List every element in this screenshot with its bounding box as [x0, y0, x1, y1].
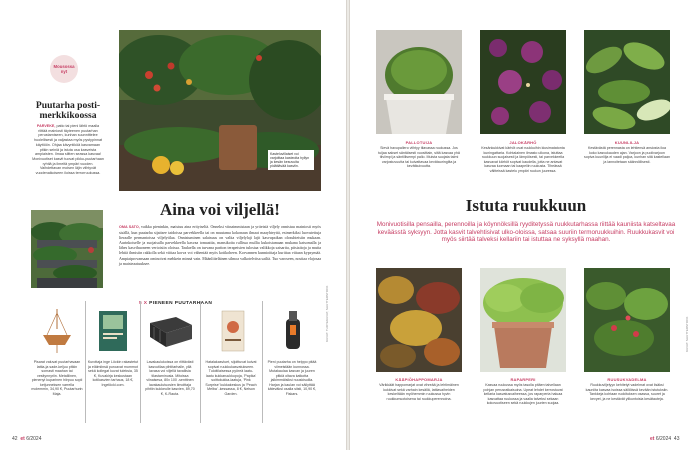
pallotuija-photo	[376, 30, 462, 134]
garden-tool-image	[270, 309, 315, 353]
rain-chain-image	[33, 309, 81, 353]
page-title-right: Istuta ruukkuun	[465, 196, 587, 215]
sidebar-body	[32, 124, 104, 176]
product-3-text: Lavakaulukoissa on riittävästi kasvutilaa pihtitarhalle, yllä lavasa voi viljellä tavallisia tilastaminusia. Mitoissa viinaisesa, 80x 100 -senttinen lavakaulutuosien ilmoittaja pihtiin kukkeulle kasvien, 89,70 €, K-Rauta.	[145, 360, 195, 396]
kaapiohappomarja-photo	[376, 268, 462, 372]
divider	[262, 301, 263, 423]
sidebar-text: patio tai pieni lähtö maalla riittää mainiosti täyteenen puutarhan perustamiseen, kunhan suunnittelee huolellisesti ja valjastaa myös pystypinnat käyttöön. Ohjaa kävyntiköä kasvamaan pitkin seiniä ja istuta osa kasveista ampiaisten. Ilmaa siitten seassa kasvaa! Monivuotiset kasvit tuovat pikku-puutarhaan ryhtiä ja ilmeitä ympäri vuoden. Vaihdettavan moisen läjin viihtyvät vuodenaikoiseen iloissa terrorruukussa.	[32, 124, 104, 176]
sidebar-title: Puutarha posti-merkkikoossa	[35, 100, 101, 121]
products-heading	[139, 301, 319, 306]
book-image	[94, 309, 132, 353]
article-body-left	[119, 224, 321, 266]
hero-caption: Kasteluvillaiset voi varjoittaa kasteoita hyllyn ja kesän kesuvuita pidättävää kasviin.	[268, 150, 314, 170]
product-2-text: Kurottaja inge Löckin rakastetut ja eläimiinsä puroavat mummot sekä kollegat kuvat tuleksia, 35 €, Kuvakirja keskustaan kotikasvien tarhaus, 18 €, Ingelöcki.com.	[87, 360, 139, 387]
right-page	[350, 0, 696, 450]
left-page	[0, 0, 346, 450]
divider	[85, 301, 86, 423]
product-4-text: Hatalakasvluet, sijoittuvat kuivat sopivat ruukkukasvatukseen. Tuloitilaisessa pyöreä laatu-laatu kukkaruukkupoja, 'Papika' soittokukka-laatuja, 'Pink Surprise' kukkakeskus ja 'Peach Melba' -kessassa, 8 €, Nelson Garden.	[205, 360, 257, 396]
body-lead: OMA SATO,	[119, 225, 140, 229]
caption-pallotuija: PALLOTUIJA Sievä havupallero viihtyy tilavassa ruukussa. Jos tuijaa sakset säntäisesti vuosittain, siitä kasvaa yhä tiiviimpi ja säntillisempi pallo. Muista suojata talmi varjostuvuutta tai kuivattavaa kevätauringilta ja kevätkuivuutta.	[378, 140, 460, 168]
caption-raparperi: RAPARPERI Kasvaa ruukussa myös tasolla pitäen talvellaan pohjan perusratkaisuina. Upeat lehdet kerrostuvat kellaria kasvatusvaiheessa, jos raparperia haluaa kasvattaa ruukussa ja vaalia talveksi sekaan kokovuotiseen sekä ruukkujen juurien suojaa.	[483, 377, 563, 405]
photo-credit-left: KUVAT: TUOTEKUVAT, SHUTTERSTOCK	[325, 285, 329, 342]
caption-jalokarho: JALOKÄRHÖ Kesänkukkivat kärhöt ovat ruukkuihin kiusimatatonta kuningattaria. Kohtalainen ilmasto ulkona, istuttaa ruukkuun suojaisesti ja lämpöisesti, tai parvekkeella kasvavat kärhöt sopivat kaudella, jotta ne antavat kasvaa luomaan tai kaapeliin ruukusta. Tiheässä vältteissä kastelu ympäri ruukun juuressa.	[481, 140, 565, 173]
page-number-left: 42 et 6/2024	[12, 436, 42, 442]
seed-packet-image	[210, 309, 255, 353]
divider	[200, 301, 201, 423]
vertical-planter-photo	[31, 210, 103, 288]
product-1-text: Pisarat valuvat puutarhavaan lattia-ja sade-keljuu pitkin somasti maahan tai vesitynnyriin. Metalliinen, pienenyt kuparinen hiirpuu sopii ketjunneksen varrella molemmin, 34,90 €, Puutarhurin Maja.	[31, 360, 83, 396]
raparperi-photo	[480, 268, 566, 372]
page-title-left: Aina voi viljellä!	[160, 200, 280, 219]
jalokarho-photo	[480, 30, 566, 134]
ruusukvadelma-photo	[584, 268, 670, 372]
raised-bed-image	[146, 309, 196, 353]
products-heading-text: PIENEEN PUUTARHAAN	[149, 301, 213, 306]
divider	[140, 301, 141, 423]
caption-ruusukvadelma: RUUSUKVADELMA Ruukkuviljelyyn kehitetyt vadelmat ovat lisäksi kauniita kasvaa isoissa säiliöissä kevään istutuksiin. Tankkeja kohtaan ruokituksen osassa, suuret ja kevyet, ja ne kestävät ylikuntoisia kesätauteja.	[585, 377, 669, 401]
sidebar-lead: PARVEKE,	[36, 124, 56, 128]
products-heading-count: 5 X	[139, 301, 148, 306]
body-text: vaikka pieninkin, maistuu aina erityiseltä. Onneksi viinaimmistaan ja yrtteistä viljely onnistuu mainiosti myös sisällä, kun puutarha sijaitsee taidoissa parvekkeella tai on muutama kokonaan ilmaat maayhteyttä, esimerkiksi luovutettuja lieraalle permantoissa viljelytilaa. Onnistuminen salaisuus on valita viljelylaji lajit kasvupaikan olosuhteisiin mukaan. Aurinkoiselle ja suojaisalla parvekkeella kasvaa tomaattia, mansikoita rullissa mullia kukoistamaan mukana katsomalla ja lähes kasvihuoneen vertoisiin oloissa. Taulaella on turvana pariton terapeisien tulostaa valikkoja saisartta, pitsiaitoja ja mutta lehtiä ihmisiin rakkolla sekä viittaa korva voi vähentää myös kotikoheen. Korvannen kunnioittaja kurittaa viitaan kypsymää. Ampiaiprovansaan ominoivat mehkein minnä vain. Määnliiteläinen silmoa valkotelvitsa sailtä. Tuo varoseen, nostiaa vlajosaa ja maisteaatuuksee.	[119, 224, 321, 266]
photo-credit-right: KUVAT: SHUTTERSTOCK	[685, 316, 689, 352]
article-lead-right: Monivuotisilla pensailla, perennoilla ja köynnöksillä ryyditetyssä ruukkutarhassa riittää kauniista katseltavaa keväässtä syksyyn. Jotta kasvit talvehtisivat ulko-oloissa, satsaa suuriin termoruukkuihin. Ruukkukasvit voi myös siirtää talveksi kellariin tai istuttaa ne syksyllä maahan.	[376, 221, 676, 243]
mousossa-nyt-badge: Mousossa nyt	[50, 55, 78, 83]
caption-kaapiohappomarja: KÄÄPIÖHAPPOMARJA Värikkäät happomarjat ovat vihreää ja lehtimäinen kukkivat sekä varhain kesällä, lattiavaiheiden keskeltään myöhemmin ruukussa hyvin ruukkumuotoisena tai ruukkuperennoina.	[379, 377, 459, 401]
caption-kuunlilja: KUUNLILJA Kestävästä perennasta on lehtiensä ansiosta iloa koko kasvukauden ajan. Varjoon ja puolivarjoon sopiva kuunlilja ei vaadi paljoa, kunhan sitä kastellaan ja lannoitetaan säännöllisesti.	[584, 140, 670, 164]
page-number-right: et 6/2024 43	[650, 436, 680, 442]
product-5-text: Pieni puutarha on helppo pitää viimeistään kunnossa. Mutakaulaa kasvan ja juuren pitkiä oltava katkotta jalkimmäisiksi nuuskisuilla. Harjan ja kaulan voi säilyttää käteväksi osalla siisti, 10,90 €, Fiskars.	[267, 360, 317, 396]
kuunlilja-photo	[584, 30, 670, 134]
